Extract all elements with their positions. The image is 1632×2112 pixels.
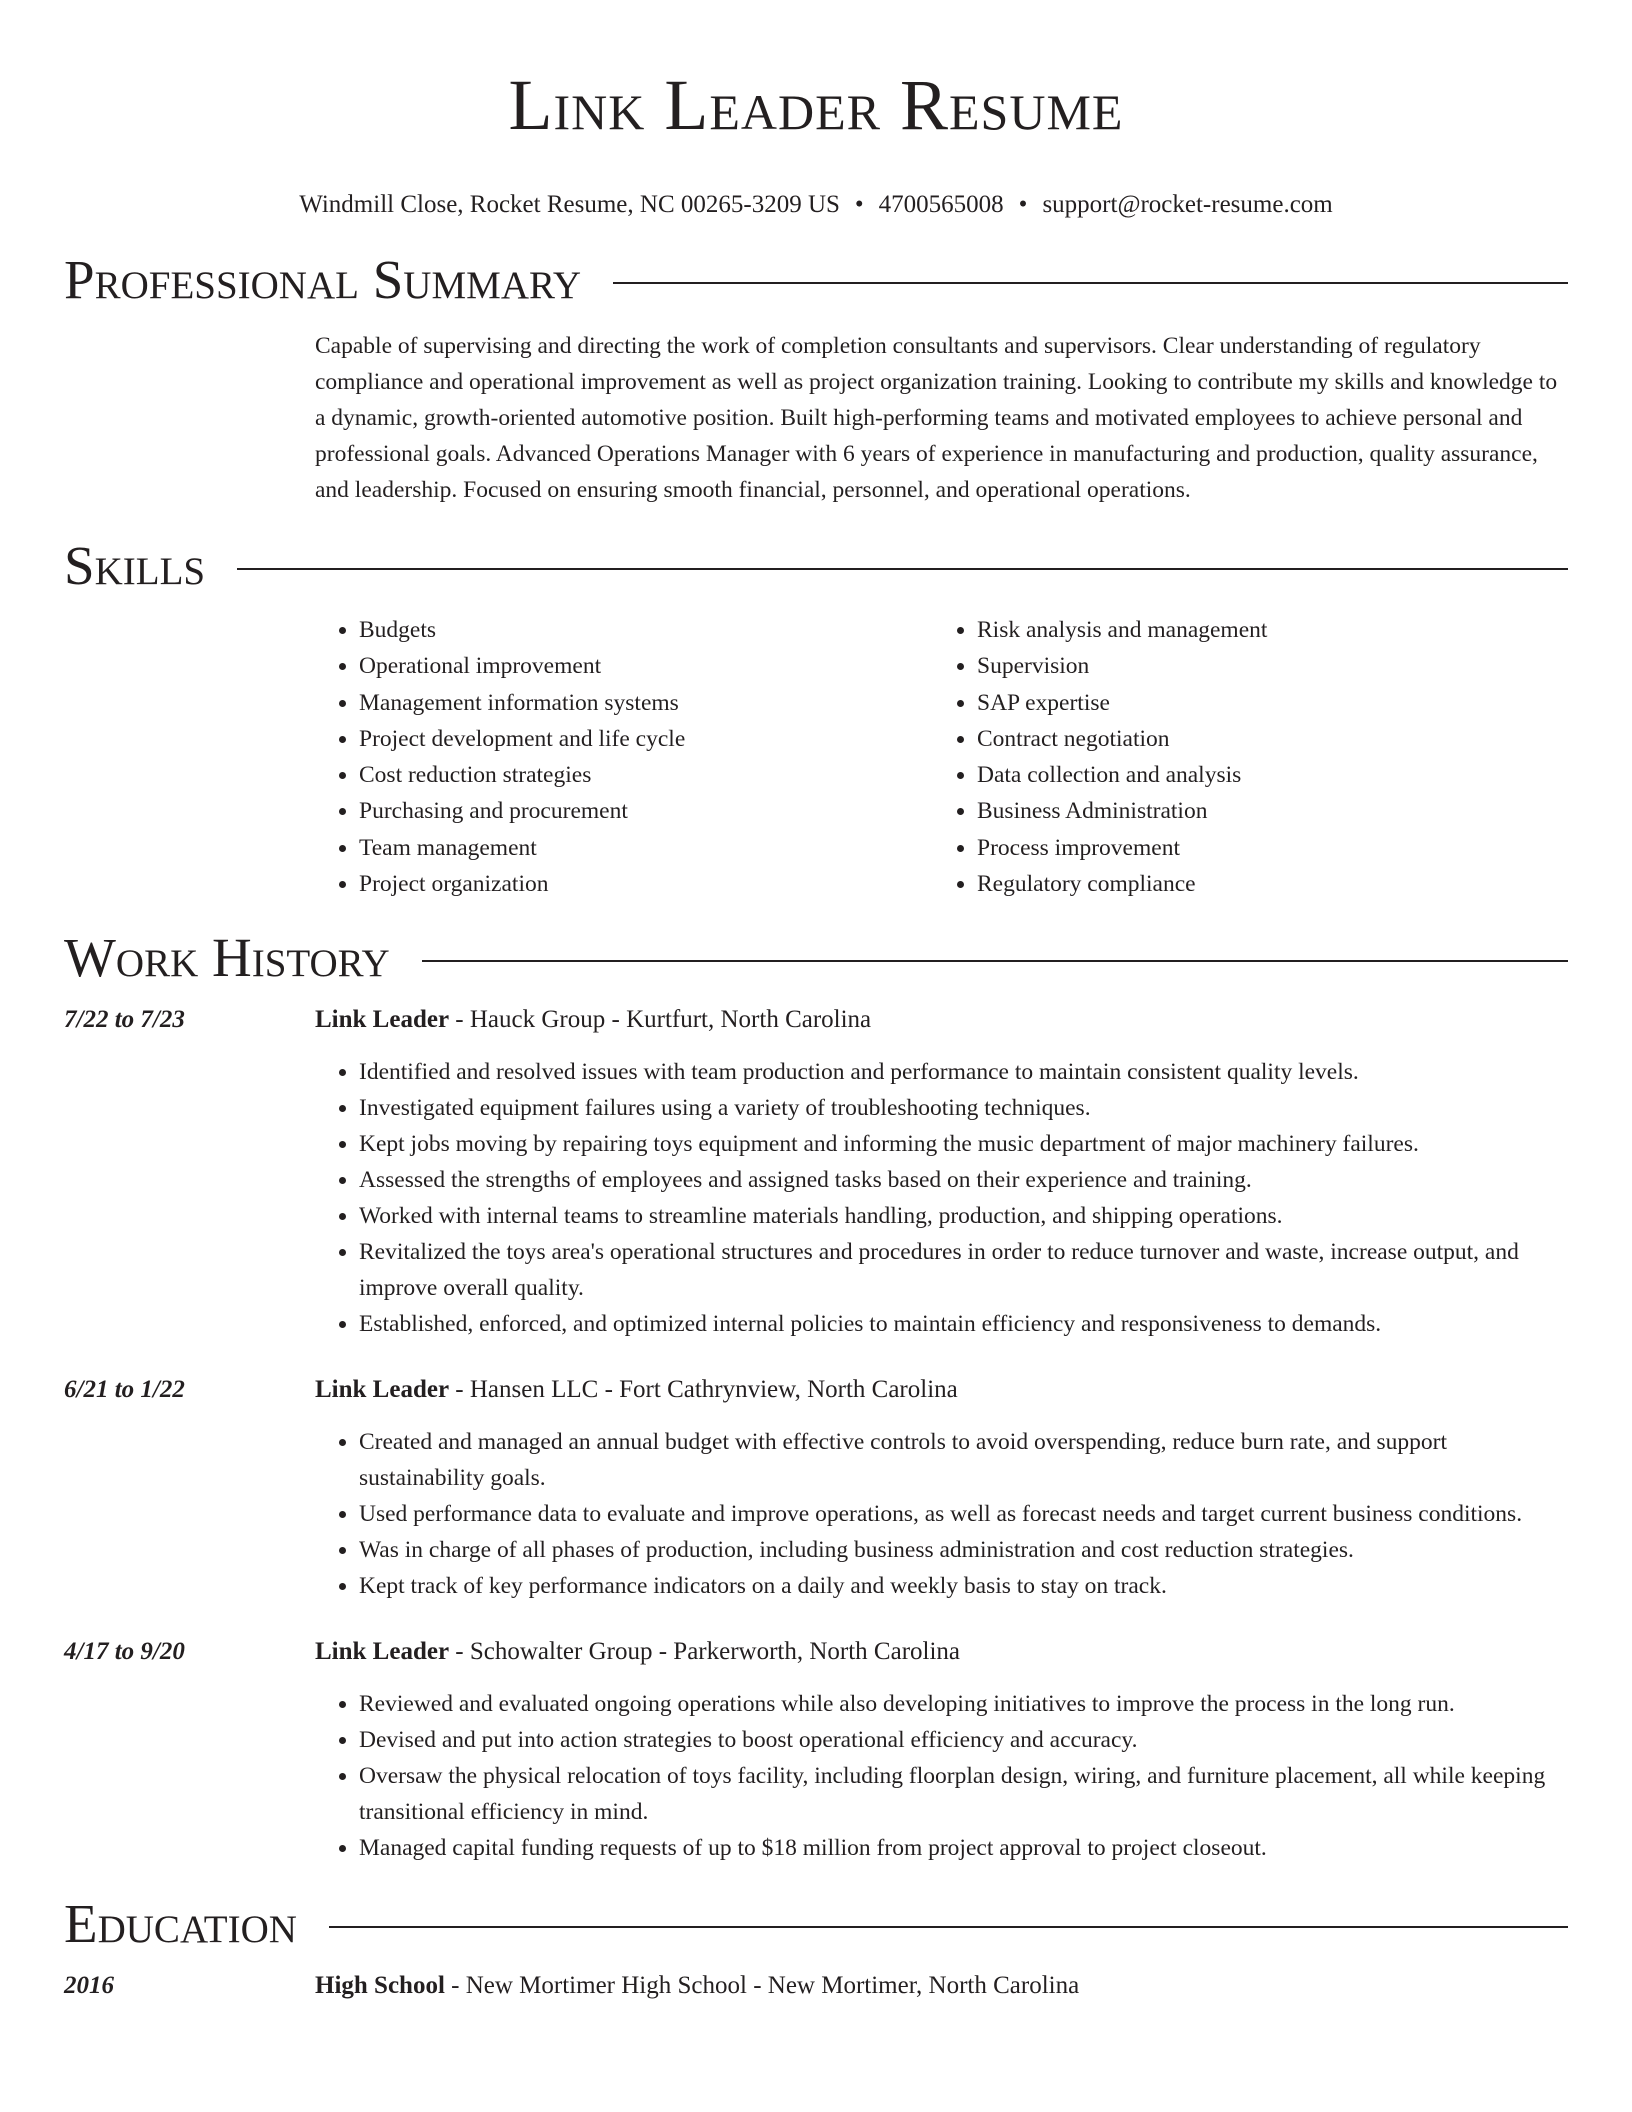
summary-heading: Professional Summary: [64, 249, 582, 310]
job-bullet: • Created and managed an annual budget with effective controls to avoid overspending, reduce burn rate, and support sustainability goals.: [359, 1424, 1568, 1496]
skill-item: • Budgets: [359, 612, 933, 648]
job-bullet: • Kept jobs moving by repairing toys equipment and informing the music department of major machinery failures.: [359, 1126, 1568, 1162]
skill-item: • Management information systems: [359, 685, 933, 721]
job-title: Link Leader: [315, 1376, 450, 1404]
summary-text: Capable of supervising and directing the work of completion consultants and supervisors. Clear understanding of regulatory compliance and operational improvement as well as project organization training. Looking to contribute my skills and knowledge to a dynamic, growth-oriented automotive position. Built high-performing teams and motivated employees to achieve personal and professional goals. Advanced Operations Manager with 6 years of experience in manufacturing and production, quality assurance, and leadership. Focused on ensuring smooth financial, personnel, and operational operations.: [315, 333, 1558, 503]
job-bullet: • Assessed the strengths of employees and assigned tasks based on their experience and training.: [359, 1162, 1568, 1198]
education-section-header: [64, 1892, 1568, 1956]
job-dates: 6/21 to 1/22: [64, 1376, 185, 1404]
job-dates: 4/17 to 9/20: [64, 1638, 185, 1666]
skill-item: • Team management: [359, 830, 933, 866]
skills-column-right: [933, 612, 1551, 902]
education-school: - New Mortimer High School - New Mortimer, North Carolina: [444, 1972, 1080, 2000]
skill-item: • Regulatory compliance: [977, 866, 1551, 902]
job-bullet: • Kept track of key performance indicators on a daily and weekly basis to stay on track.: [359, 1568, 1568, 1604]
job-company: - Schowalter Group - Parkerworth, North Carolina: [449, 1638, 961, 1666]
education-heading-line: [315, 1968, 1079, 2004]
section-divider: [237, 568, 1568, 570]
education-heading: Education: [64, 1893, 297, 1955]
skills-section-header: [64, 534, 1568, 598]
skill-item: • Data collection and analysis: [977, 757, 1551, 793]
job-bullet: • Managed capital funding requests of up to $18 million from project approval to project closeout.: [359, 1830, 1568, 1866]
skill-item: • Contract negotiation: [977, 721, 1551, 757]
job-bullet: • Established, enforced, and optimized internal policies to maintain efficiency and responsiveness to demands.: [359, 1306, 1568, 1342]
job-bullet: • Used performance data to evaluate and improve operations, as well as forecast needs and target current business conditions.: [359, 1496, 1568, 1532]
skill-item: • Project development and life cycle: [359, 721, 933, 757]
separator: •: [854, 191, 864, 218]
skills-column-left: [315, 612, 933, 902]
job-details: [315, 1372, 1568, 1604]
contact-line: [64, 190, 1568, 220]
email: support@rocket-resume.com: [1042, 191, 1333, 218]
job-bullets: [315, 1054, 1568, 1342]
skill-item: • SAP expertise: [977, 685, 1551, 721]
skill-item: • Business Administration: [977, 793, 1551, 829]
work-heading: Work History: [64, 927, 390, 989]
skill-item: • Project organization: [359, 866, 933, 902]
job-company: - Hansen LLC - Fort Cathrynview, North Carolina: [449, 1376, 958, 1404]
skill-item: • Supervision: [977, 648, 1551, 684]
education-degree: High School: [315, 1972, 445, 2000]
job-heading: [315, 1002, 1568, 1038]
skills-list: [315, 612, 1568, 902]
skill-item: • Cost reduction strategies: [359, 757, 933, 793]
job-bullets: [315, 1686, 1568, 1866]
skills-heading: Skills: [64, 535, 206, 596]
work-section-header: [64, 926, 1568, 990]
job-heading: [315, 1634, 1568, 1670]
skill-item: • Operational improvement: [359, 648, 933, 684]
job-entry: [64, 1634, 1568, 1866]
job-title: Link Leader: [315, 1638, 450, 1666]
job-bullet: • Investigated equipment failures using a variety of troubleshooting techniques.: [359, 1090, 1568, 1126]
job-details: [315, 1634, 1568, 1866]
section-divider: [329, 1926, 1568, 1928]
address: Windmill Close, Rocket Resume, NC 00265-3209 US: [299, 191, 840, 218]
job-entry: [64, 1372, 1568, 1604]
job-bullet: • Identified and resolved issues with team production and performance to maintain consistent quality levels.: [359, 1054, 1568, 1090]
job-bullet: • Was in charge of all phases of production, including business administration and cost reduction strategies.: [359, 1532, 1568, 1568]
summary-section-header: [64, 248, 1568, 312]
job-title: Link Leader: [315, 1006, 450, 1034]
job-bullet: • Revitalized the toys area's operational structures and procedures in order to reduce turnover and waste, increase output, and improve overall quality.: [359, 1234, 1568, 1306]
job-bullet: • Oversaw the physical relocation of toys facility, including floorplan design, wiring, and furniture placement, all while keeping transitional efficiency in mind.: [359, 1758, 1568, 1830]
job-heading: [315, 1372, 1568, 1408]
job-dates: 7/22 to 7/23: [64, 1006, 185, 1034]
job-bullet: • Worked with internal teams to streamline materials handling, production, and shipping operations.: [359, 1198, 1568, 1234]
job-entry: [64, 1002, 1568, 1342]
section-divider: [613, 282, 1568, 284]
phone: 4700565008: [878, 191, 1004, 218]
education-entry: [64, 1968, 1568, 2004]
job-bullet: • Devised and put into action strategies to boost operational efficiency and accuracy.: [359, 1722, 1568, 1758]
skill-item: • Purchasing and procurement: [359, 793, 933, 829]
section-divider: [422, 960, 1568, 962]
skill-item: • Risk analysis and management: [977, 612, 1551, 648]
job-details: [315, 1002, 1568, 1342]
separator: •: [1018, 191, 1028, 218]
job-bullet: • Reviewed and evaluated ongoing operations while also developing initiatives to improve the process in the long run.: [359, 1686, 1568, 1722]
job-bullets: [315, 1424, 1568, 1604]
resume-title: Link Leader Resume: [508, 65, 1124, 145]
skill-item: • Process improvement: [977, 830, 1551, 866]
education-dates: 2016: [64, 1972, 114, 2000]
job-company: - Hauck Group - Kurtfurt, North Carolina: [449, 1006, 872, 1034]
